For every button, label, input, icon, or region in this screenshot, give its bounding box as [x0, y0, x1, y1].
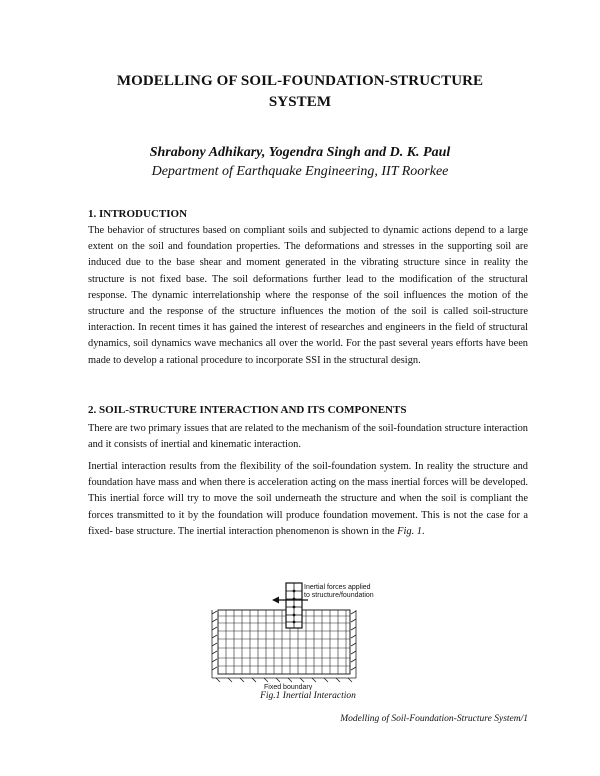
- structure-frame: [286, 583, 302, 628]
- affiliation: Department of Earthquake Engineering, IIT Roorkee: [151, 164, 449, 179]
- section-2-heading: 2. SOIL-STRUCTURE INTERACTION AND ITS COMPONENTS: [88, 404, 407, 416]
- paragraph-2-text: Inertial interaction results from the flexibility of the soil-foundation system. In reality the structure and foundation have mass and when there is acceleration acting on the mass inertial forces will be developed. This inertial force will try to move the soil underneath the structure and when the soil is compliant the forces transmitted to it by the foundation will produce foundation movement. This is not the case for a fixed- base structure. The inertial interaction phenomenon is shown in the: [88, 461, 528, 537]
- inertial-interaction-figure: [200, 578, 400, 690]
- fixed-boundary-hatching: [212, 610, 356, 682]
- section-1-paragraph: The behavior of structures based on compliant soils and subjected to dynamic actions depend to a large extent on the soil and foundation properties. The deformations and stresses in the supporting soil are induced due to the base shear and moment generated in the vibrating structure since in reality the structure is not fixed base. The soil deformations further lead to the modification of the structural response. The dynamic interrelationship where the response of the soil influences the motion of the structure and the response of the structure influences the motion of the soil is called soil-structure interaction. In recent times it has gained the interest of researches and engineers in the field of structural dynamics, soil dynamics wave mechanics all over the world. For the past several years efforts have been made to develop a rational procedure to incorporate SSI in the structural design.: [88, 225, 528, 366]
- fixed-boundary-label: Fixed boundary: [264, 684, 313, 690]
- section-1-heading: 1. INTRODUCTION: [88, 208, 188, 220]
- forces-label-line-1: Inertial forces applied: [304, 584, 371, 591]
- figure-caption: Fig.1 Inertial Interaction: [260, 691, 356, 701]
- title-line-1: MODELLING OF SOIL-FOUNDATION-STRUCTURE: [116, 73, 484, 89]
- title-line-2: SYSTEM: [268, 94, 332, 110]
- soil-mesh: [218, 610, 350, 674]
- paragraph-2-end: .: [421, 525, 425, 537]
- section-2-paragraph-1: There are two primary issues that are related to the mechanism of the soil-foundation structure interaction and it consists of inertial and kinematic interaction.: [88, 423, 528, 451]
- section-2-paragraph-2: [88, 459, 528, 540]
- page-footer: Modelling of Soil-Foundation-Structure System/1: [340, 714, 528, 724]
- paper-title: [60, 71, 540, 113]
- authors: Shrabony Adhikary, Yogendra Singh and D. K. Paul: [149, 145, 451, 160]
- figure-reference: Fig. 1: [397, 525, 422, 537]
- forces-label-line-2: to structure/foundation: [304, 592, 374, 599]
